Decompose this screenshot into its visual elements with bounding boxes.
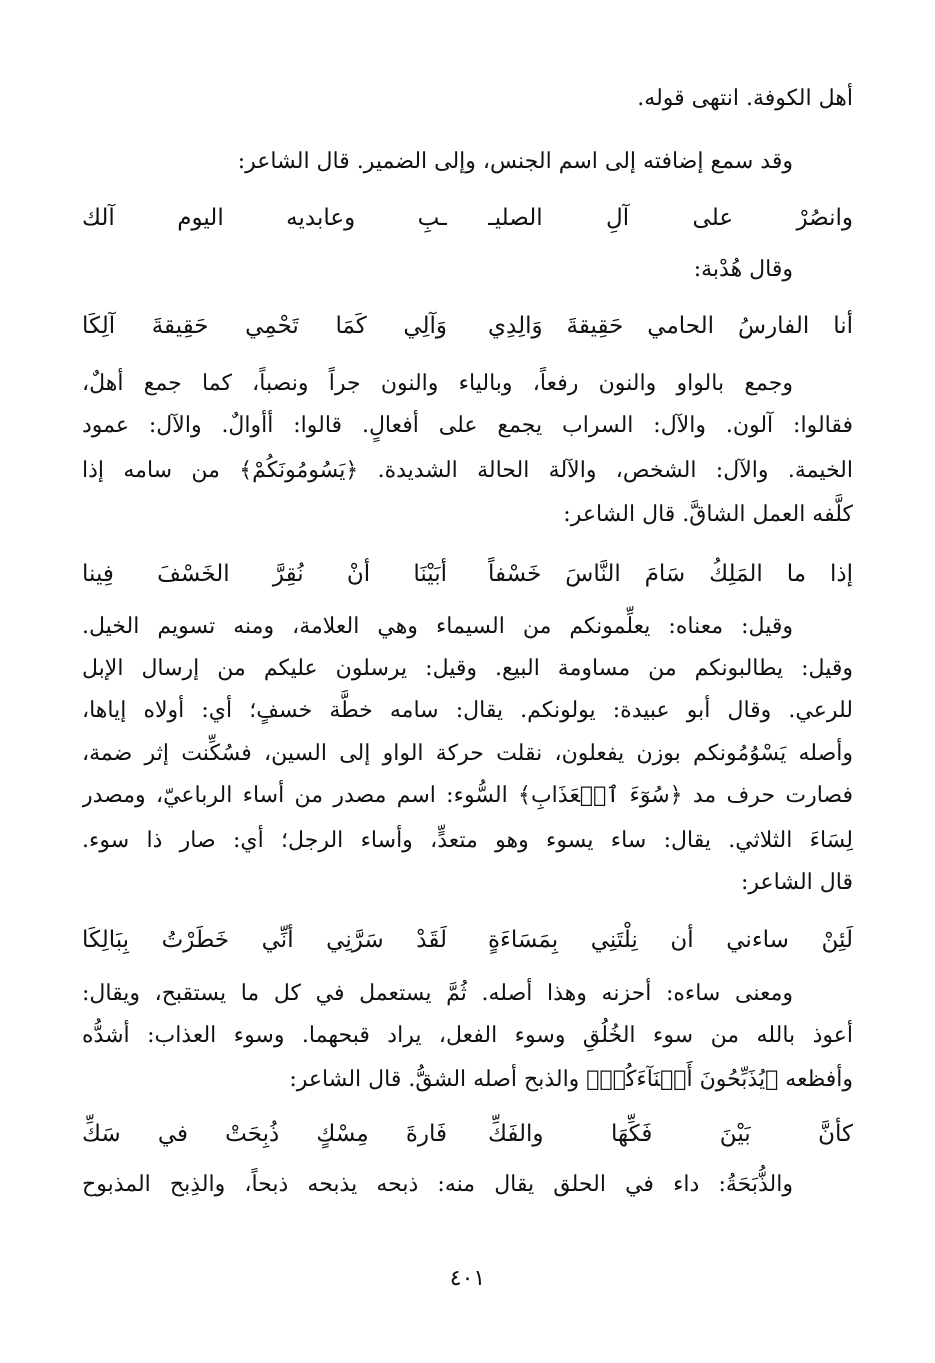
text-line: وقد سمع إضافته إلى اسم الجنس، وإلى الضمير. قال الشاعر: [237,149,793,174]
verse-second-hemistich: أبَيْنَا أنْ نُقِرَّ الخَسْفَ فِينا [82,561,447,587]
text-line: وأفظعه ﴿يُذَبِّحُونَ أَبۡنَآءَكُمۡ﴾ والذبح أصله الشقُّ. قال الشاعر: [289,1067,853,1092]
verse-first-hemistich: وانصُرْ على آلِ الصليـ [488,205,853,231]
text-line: الخيمة. والآل: الشخص، والآلة الحالة الشديدة. ﴿يَسُومُونَكُمْ﴾ من سامه إذا [82,458,853,483]
verse-second-hemistich: لَقَدْ سَرَّنِي أنِّي خَطَرْتُ بِبَالِكَا [82,927,447,953]
text-line: كلَّفه العمل الشاقَّ. قال الشاعر: [563,502,853,527]
text-line: فقالوا: آلون. والآل: السراب يجمع على أفعالٍ. قالوا: أأوالٌ. والآل: عمود [82,413,853,438]
verse-second-hemistich: فَارةَ مِسْكٍ ذُبِحَتْ في سَكِّ [82,1121,447,1147]
text-line: ومعنى ساءه: أحزنه وهذا أصله. ثُمَّ يستعمل في كل ما يستقبح، ويقال: [82,981,793,1006]
text-line: وقيل: معناه: يعلِّمونكم من السيماء وهي العلامة، ومنه تسويم الخيل. [82,614,793,639]
page-number: ٤٠١ [449,1266,486,1291]
poetry-verse [82,1112,853,1156]
text-line: وجمع بالواو والنون رفعاً، وبالياء والنون جراً ونصباً، كما جمع أهلٌ، [82,371,793,396]
poetry-verse [82,918,853,962]
text-line: أعوذ بالله من سوء الخُلُقِ وسوء الفعل، يراد قبحهما. وسوء العذاب: أشدُّه [82,1023,853,1048]
poetry-verse [82,552,853,596]
text-line: للرعي. وقال أبو عبيدة: يولونكم. يقال: سامه خطَّة خسفٍ؛ أي: أولاه إياها، [82,698,853,723]
verse-second-hemistich: ـبِ وعابديه اليوم آلك [82,205,447,231]
verse-first-hemistich: كأنَّ بَيْنَ فَكِّهَا والفَكِّ [488,1121,853,1147]
text-line: والذُّبَحَةُ: داء في الحلق يقال منه: ذبحه يذبحه ذبحاً، والذِبح المذبوح [82,1172,793,1197]
text-line: أهل الكوفة. انتهى قوله. [637,86,853,111]
text-line: قال الشاعر: [740,870,853,895]
verse-first-hemistich: أنا الفارسُ الحامي حَقِيقةَ وَالِدِي [488,313,853,339]
text-line: فصارت حرف مد ﴿سُوٓءَ ٱلۡعَذَابِ﴾ السُّوء: اسم مصدر من أساء الرباعيّ، ومصدر [82,783,853,808]
poetry-verse [82,304,853,348]
text-line: وقال هُدْبة: [693,257,793,282]
text-line: وقيل: يطالبونكم من مساومة البيع. وقيل: يرسلون عليكم من إرسال الإبل [82,656,853,681]
text-line: وأصله يَسْوُمُونكم بوزن يفعلون، نقلت حركة الواو إلى السين، فسُكِّنت إثر ضمة، [82,741,853,766]
verse-first-hemistich: إذا ما المَلِكُ سَامَ النَّاسَ خَسْفاً [488,561,853,587]
text-line: لِسَاءَ الثلاثي. يقال: ساء يسوء وهو متعدٍّ، وأساء الرجل؛ أي: صار ذا سوء. [82,828,853,853]
poetry-verse [82,196,853,240]
verse-first-hemistich: لَئِنْ ساءني أن نِلْتَنِي بِمَسَاءَةٍ [488,927,853,953]
verse-second-hemistich: وَآلِي كَمَا تَحْمِي حَقِيقةَ آلِكَا [82,313,447,339]
